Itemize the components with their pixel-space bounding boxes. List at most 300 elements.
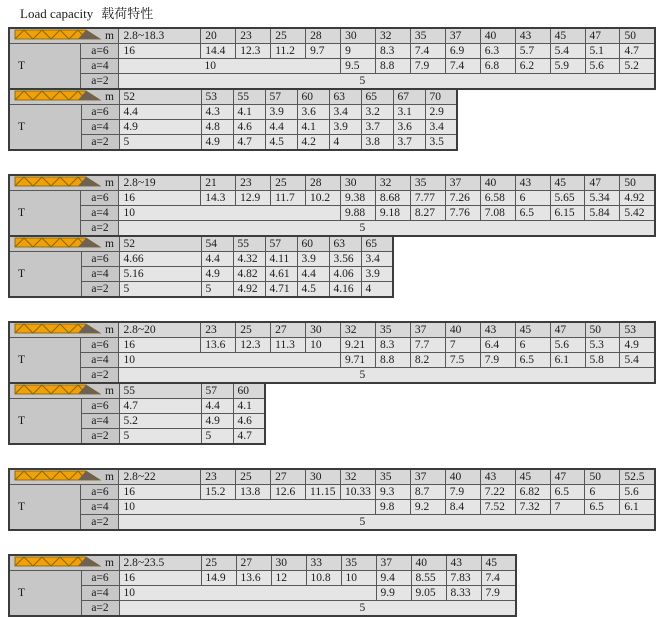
capacity-cell: 8.8 [375,353,410,368]
capacity-cell: 5 [119,368,655,384]
capacity-cell: 5 [201,429,233,445]
outrigger-row-label: a=2 [81,74,119,90]
capacity-cell: 6.5 [515,206,550,221]
capacity-cell: 11.7 [271,191,306,206]
boom-length-header-cell [9,555,119,571]
meter-unit-label: m [105,238,114,250]
capacity-cell: 4.7 [620,44,655,59]
load-capacity-table [8,27,656,151]
capacity-cell: 6.8 [480,59,515,74]
capacity-cell: 6 [585,485,620,500]
capacity-cell: 16 [119,571,201,586]
load-capacity-table [8,321,656,445]
capacity-cell: 3.1 [393,105,425,120]
radius-header-cell: 25 [201,555,236,571]
capacity-cell: 7.22 [480,485,515,500]
capacity-cell: 6.9 [445,44,480,59]
meter-unit-label: m [105,30,114,42]
outrigger-row-label: a=2 [81,368,119,384]
capacity-bank [8,88,458,151]
capacity-cell: 3.9 [329,120,361,135]
radius-header-cell: 2.8~22 [119,469,201,485]
tonnage-label: T [9,571,81,617]
radius-header-cell: 57 [265,236,297,252]
capacity-cell: 10 [119,206,340,221]
radius-header-cell: 28 [306,28,341,44]
capacity-cell: 5.34 [585,191,620,206]
capacity-cell: 4.1 [233,105,265,120]
radius-header-cell: 47 [585,28,620,44]
radius-header-cell: 32 [341,322,376,338]
capacity-cell: 3.4 [361,252,393,267]
radius-header-cell: 25 [271,28,306,44]
tonnage-label: T [9,44,81,90]
capacity-cell: 11.3 [271,338,306,353]
radius-header-cell: 2.8~20 [119,322,201,338]
capacity-cell: 6.58 [480,191,515,206]
capacity-cell: 4.16 [329,282,361,298]
capacity-cell: 6.5 [515,353,550,368]
capacity-cell: 4.66 [119,252,201,267]
capacity-cell: 10 [306,338,341,353]
radius-header-cell: 37 [376,555,411,571]
radius-header-cell: 32 [341,469,376,485]
outrigger-row-label: a=6 [81,338,119,353]
capacity-cell: 3.9 [265,105,297,120]
capacity-cell: 4.7 [233,135,265,151]
outrigger-row-label: a=6 [81,105,119,120]
capacity-cell: 5 [201,282,233,298]
capacity-bank [8,321,656,384]
capacity-cell: 8.3 [375,338,410,353]
capacity-cell: 5 [119,515,655,531]
radius-header-cell: 40 [480,28,515,44]
radius-header-cell: 60 [297,236,329,252]
radius-header-cell: 52 [119,236,201,252]
capacity-cell: 7.9 [445,485,480,500]
capacity-cell: 4.4 [201,252,233,267]
capacity-cell: 4.7 [233,429,265,445]
capacity-cell: 4.9 [201,135,233,151]
radius-header-cell: 43 [480,469,515,485]
capacity-cell: 4.8 [201,120,233,135]
boom-icon [14,29,102,40]
capacity-cell: 7 [445,338,480,353]
capacity-cell: 4.32 [233,252,265,267]
meter-unit-label: m [105,471,114,483]
capacity-cell: 9.71 [341,353,376,368]
capacity-bank [8,468,656,531]
radius-header-cell: 30 [341,28,376,44]
capacity-cell: 5.42 [620,206,655,221]
capacity-cell: 10 [119,59,341,74]
capacity-cell: 15.2 [201,485,236,500]
capacity-cell: 3.4 [425,120,457,135]
capacity-cell: 6 [515,191,550,206]
capacity-cell: 12.6 [271,485,306,500]
capacity-cell: 6.1 [620,500,655,515]
radius-header-cell: 25 [271,175,306,191]
capacity-cell: 4.3 [201,105,233,120]
meter-unit-label: m [105,385,114,397]
capacity-cell: 7 [550,500,585,515]
radius-header-cell: 33 [306,555,341,571]
radius-header-cell: 35 [341,555,376,571]
capacity-cell: 6.5 [550,485,585,500]
capacity-cell: 9.2 [410,500,445,515]
radius-header-cell: 43 [446,555,481,571]
boom-icon [14,470,102,481]
capacity-cell: 3.8 [361,135,393,151]
capacity-cell: 6.4 [480,338,515,353]
radius-header-cell: 43 [480,322,515,338]
radius-header-cell: 50 [585,469,620,485]
capacity-cell: 5 [119,429,201,445]
load-capacity-table [8,554,656,617]
boom-icon [14,556,102,567]
radius-header-cell: 55 [233,236,265,252]
capacity-cell: 5 [119,282,201,298]
capacity-cell: 4.4 [119,105,201,120]
radius-header-cell: 45 [550,175,585,191]
tonnage-label: T [9,338,81,384]
radius-header-cell: 23 [236,175,271,191]
capacity-cell: 9.9 [376,586,411,601]
radius-header-cell: 25 [236,469,271,485]
capacity-cell: 11.2 [271,44,306,59]
capacity-cell: 5 [119,74,655,90]
capacity-cell: 10.33 [341,485,376,500]
capacity-cell: 3.5 [425,135,457,151]
outrigger-row-label: a=4 [81,59,119,74]
outrigger-row-label: a=6 [81,44,119,59]
radius-header-cell: 27 [271,322,306,338]
boom-icon [14,323,102,334]
radius-header-cell: 37 [445,175,480,191]
capacity-cell: 8.68 [375,191,410,206]
radius-header-cell: 67 [393,89,425,105]
capacity-cell: 5.8 [585,353,620,368]
capacity-cell: 5.9 [550,59,585,74]
capacity-cell: 4.5 [297,282,329,298]
capacity-cell: 4.61 [265,267,297,282]
capacity-cell: 7.4 [481,571,516,586]
capacity-cell: 7.4 [410,44,445,59]
radius-header-cell: 47 [550,469,585,485]
boom-length-header-cell [9,28,119,44]
capacity-cell: 4.71 [265,282,297,298]
outrigger-row-label: a=6 [81,485,119,500]
capacity-cell: 4.9 [119,120,201,135]
outrigger-row-label: a=2 [81,282,119,298]
capacity-cell: 5.1 [585,44,620,59]
capacity-cell: 5.2 [119,414,201,429]
radius-header-cell: 23 [201,469,236,485]
tonnage-label: T [9,399,81,445]
radius-header-cell: 60 [297,89,329,105]
radius-header-cell: 21 [201,175,236,191]
capacity-cell: 4.9 [201,414,233,429]
capacity-cell: 8.4 [445,500,480,515]
radius-header-cell: 35 [375,322,410,338]
radius-header-cell: 52 [119,89,201,105]
outrigger-row-label: a=4 [81,206,119,221]
capacity-cell: 10 [341,571,376,586]
capacity-cell: 3.2 [361,105,393,120]
load-capacity-table [8,468,656,531]
capacity-cell: 7.08 [480,206,515,221]
capacity-cell: 2.9 [425,105,457,120]
capacity-cell: 4.2 [297,135,329,151]
outrigger-row-label: a=4 [81,353,119,368]
boom-length-header-cell [9,175,119,191]
outrigger-row-label: a=2 [81,135,119,151]
meter-unit-label: m [105,177,114,189]
outrigger-row-label: a=2 [81,601,119,617]
capacity-cell: 4.11 [265,252,297,267]
radius-header-cell: 35 [375,469,410,485]
capacity-cell: 6.3 [480,44,515,59]
meter-unit-label: m [105,91,114,103]
capacity-cell: 4.4 [297,267,329,282]
boom-icon [14,90,102,101]
capacity-bank [8,235,394,298]
radius-header-cell: 54 [201,236,233,252]
boom-length-header-cell [9,469,119,485]
capacity-cell: 6.15 [550,206,585,221]
capacity-cell: 6.2 [515,59,550,74]
capacity-cell: 5.6 [550,338,585,353]
capacity-cell: 10 [119,353,341,368]
capacity-cell: 5 [119,135,201,151]
radius-header-cell: 30 [340,175,375,191]
radius-header-cell: 43 [515,175,550,191]
capacity-cell: 6 [515,338,550,353]
radius-header-cell: 57 [201,383,233,399]
radius-header-cell: 32 [376,28,411,44]
radius-header-cell: 2.8~18.3 [119,28,201,44]
radius-header-cell: 30 [271,555,306,571]
radius-header-cell: 23 [201,322,236,338]
radius-header-cell: 37 [445,28,480,44]
capacity-cell: 9.7 [306,44,341,59]
capacity-cell: 12.9 [236,191,271,206]
capacity-cell: 9.4 [376,571,411,586]
capacity-cell: 7.26 [445,191,480,206]
capacity-cell: 4 [361,282,393,298]
capacity-cell: 5.7 [515,44,550,59]
capacity-cell: 7.4 [445,59,480,74]
radius-header-cell: 23 [236,28,271,44]
load-capacity-table [8,174,656,298]
outrigger-row-label: a=6 [81,399,119,414]
radius-header-cell: 65 [361,89,393,105]
outrigger-row-label: a=6 [81,252,119,267]
radius-header-cell: 2.8~23.5 [119,555,201,571]
capacity-cell: 5 [119,601,516,617]
radius-header-cell: 53 [620,322,655,338]
capacity-cell: 5.2 [620,59,655,74]
boom-length-header-cell [9,322,119,338]
capacity-cell: 5.84 [585,206,620,221]
capacity-cell: 5.6 [620,485,655,500]
capacity-cell: 3.56 [329,252,361,267]
capacity-cell: 6.1 [550,353,585,368]
outrigger-row-label: a=4 [81,586,119,601]
outrigger-row-label: a=4 [81,414,119,429]
outrigger-row-label: a=4 [81,120,119,135]
capacity-cell: 3.9 [361,267,393,282]
meter-unit-label: m [105,557,114,569]
capacity-cell: 4.4 [201,399,233,414]
outrigger-row-label: a=4 [81,267,119,282]
capacity-cell: 9.38 [340,191,375,206]
capacity-cell: 13.8 [236,485,271,500]
radius-header-cell: 40 [445,469,480,485]
capacity-cell: 4.82 [233,267,265,282]
radius-header-cell: 43 [515,28,550,44]
capacity-cell: 4.92 [233,282,265,298]
capacity-cell: 4.5 [265,135,297,151]
capacity-cell: 5.65 [550,191,585,206]
capacity-cell: 5.3 [585,338,620,353]
capacity-cell: 10 [119,586,376,601]
capacity-cell: 7.9 [480,353,515,368]
page-title [20,3,656,22]
tonnage-label: T [9,105,81,151]
capacity-cell: 3.7 [393,135,425,151]
radius-header-cell: 70 [425,89,457,105]
capacity-cell: 5.6 [585,59,620,74]
boom-icon [14,176,102,187]
radius-header-cell: 45 [515,469,550,485]
capacity-cell: 13.6 [201,338,236,353]
capacity-cell: 9.8 [375,500,410,515]
radius-header-cell: 30 [306,322,341,338]
capacity-bank [8,174,656,237]
radius-header-cell: 30 [306,469,341,485]
capacity-cell: 3.6 [393,120,425,135]
outrigger-row-label: a=2 [81,429,119,445]
capacity-cell: 8.55 [411,571,446,586]
radius-header-cell: 40 [445,322,480,338]
radius-header-cell: 45 [515,322,550,338]
capacity-cell: 9.88 [340,206,375,221]
radius-header-cell: 53 [201,89,233,105]
radius-header-cell: 20 [201,28,236,44]
capacity-cell: 8.27 [410,206,445,221]
radius-header-cell: 37 [410,322,445,338]
outrigger-row-label: a=4 [81,500,119,515]
boom-length-header-cell [9,383,119,399]
capacity-cell: 7.9 [410,59,445,74]
capacity-cell: 13.6 [236,571,271,586]
capacity-cell: 8.3 [376,44,411,59]
capacity-cell: 12.3 [236,44,271,59]
capacity-cell: 10 [119,500,376,515]
radius-header-cell: 60 [233,383,265,399]
capacity-cell: 7.76 [445,206,480,221]
capacity-cell: 5.16 [119,267,201,282]
radius-header-cell: 37 [410,469,445,485]
capacity-cell: 3.6 [297,105,329,120]
capacity-cell: 8.8 [376,59,411,74]
capacity-cell: 7.77 [410,191,445,206]
radius-header-cell: 63 [329,89,361,105]
radius-header-cell: 47 [585,175,620,191]
capacity-bank [8,27,656,90]
radius-header-cell: 52.5 [620,469,655,485]
radius-header-cell: 50 [620,28,655,44]
boom-length-header-cell [9,89,119,105]
capacity-cell: 6.82 [515,485,550,500]
capacity-cell: 7.7 [410,338,445,353]
radius-header-cell: 63 [329,236,361,252]
radius-header-cell: 50 [620,175,655,191]
capacity-cell: 7.32 [515,500,550,515]
capacity-cell: 7.52 [480,500,515,515]
radius-header-cell: 47 [550,322,585,338]
capacity-cell: 14.3 [201,191,236,206]
tonnage-label: T [9,191,81,237]
radius-header-cell: 27 [271,469,306,485]
capacity-cell: 14.4 [201,44,236,59]
capacity-cell: 16 [119,44,201,59]
capacity-cell: 4.1 [297,120,329,135]
outrigger-row-label: a=2 [81,221,119,237]
radius-header-cell: 55 [119,383,201,399]
boom-length-header-cell [9,236,119,252]
radius-header-cell: 65 [361,236,393,252]
radius-header-cell: 28 [306,175,341,191]
capacity-cell: 3.4 [329,105,361,120]
capacity-cell: 4.1 [233,399,265,414]
tonnage-label: T [9,485,81,531]
capacity-cell: 9.05 [411,586,446,601]
load-capacity-tables [8,27,656,617]
meter-unit-label: m [105,324,114,336]
capacity-cell: 7.9 [481,586,516,601]
radius-header-cell: 35 [410,175,445,191]
capacity-bank [8,554,517,617]
capacity-cell: 4 [329,135,361,151]
capacity-cell: 5.4 [550,44,585,59]
capacity-cell: 4.06 [329,267,361,282]
capacity-cell: 7.5 [445,353,480,368]
capacity-cell: 14.9 [201,571,236,586]
radius-header-cell: 2.8~19 [119,175,201,191]
capacity-cell: 4.9 [201,267,233,282]
capacity-cell: 3.9 [297,252,329,267]
capacity-cell: 8.2 [410,353,445,368]
tonnage-label: T [9,252,81,298]
outrigger-row-label: a=6 [81,571,119,586]
radius-header-cell: 50 [585,322,620,338]
outrigger-row-label: a=2 [81,515,119,531]
boom-icon [14,237,102,248]
capacity-cell: 4.9 [620,338,655,353]
capacity-cell: 4.4 [265,120,297,135]
radius-header-cell: 45 [550,28,585,44]
radius-header-cell: 55 [233,89,265,105]
capacity-cell: 6.5 [585,500,620,515]
capacity-cell: 9 [341,44,376,59]
radius-header-cell: 27 [236,555,271,571]
radius-header-cell: 40 [480,175,515,191]
capacity-cell: 4.6 [233,414,265,429]
capacity-cell: 4.92 [620,191,655,206]
capacity-cell: 12 [271,571,306,586]
